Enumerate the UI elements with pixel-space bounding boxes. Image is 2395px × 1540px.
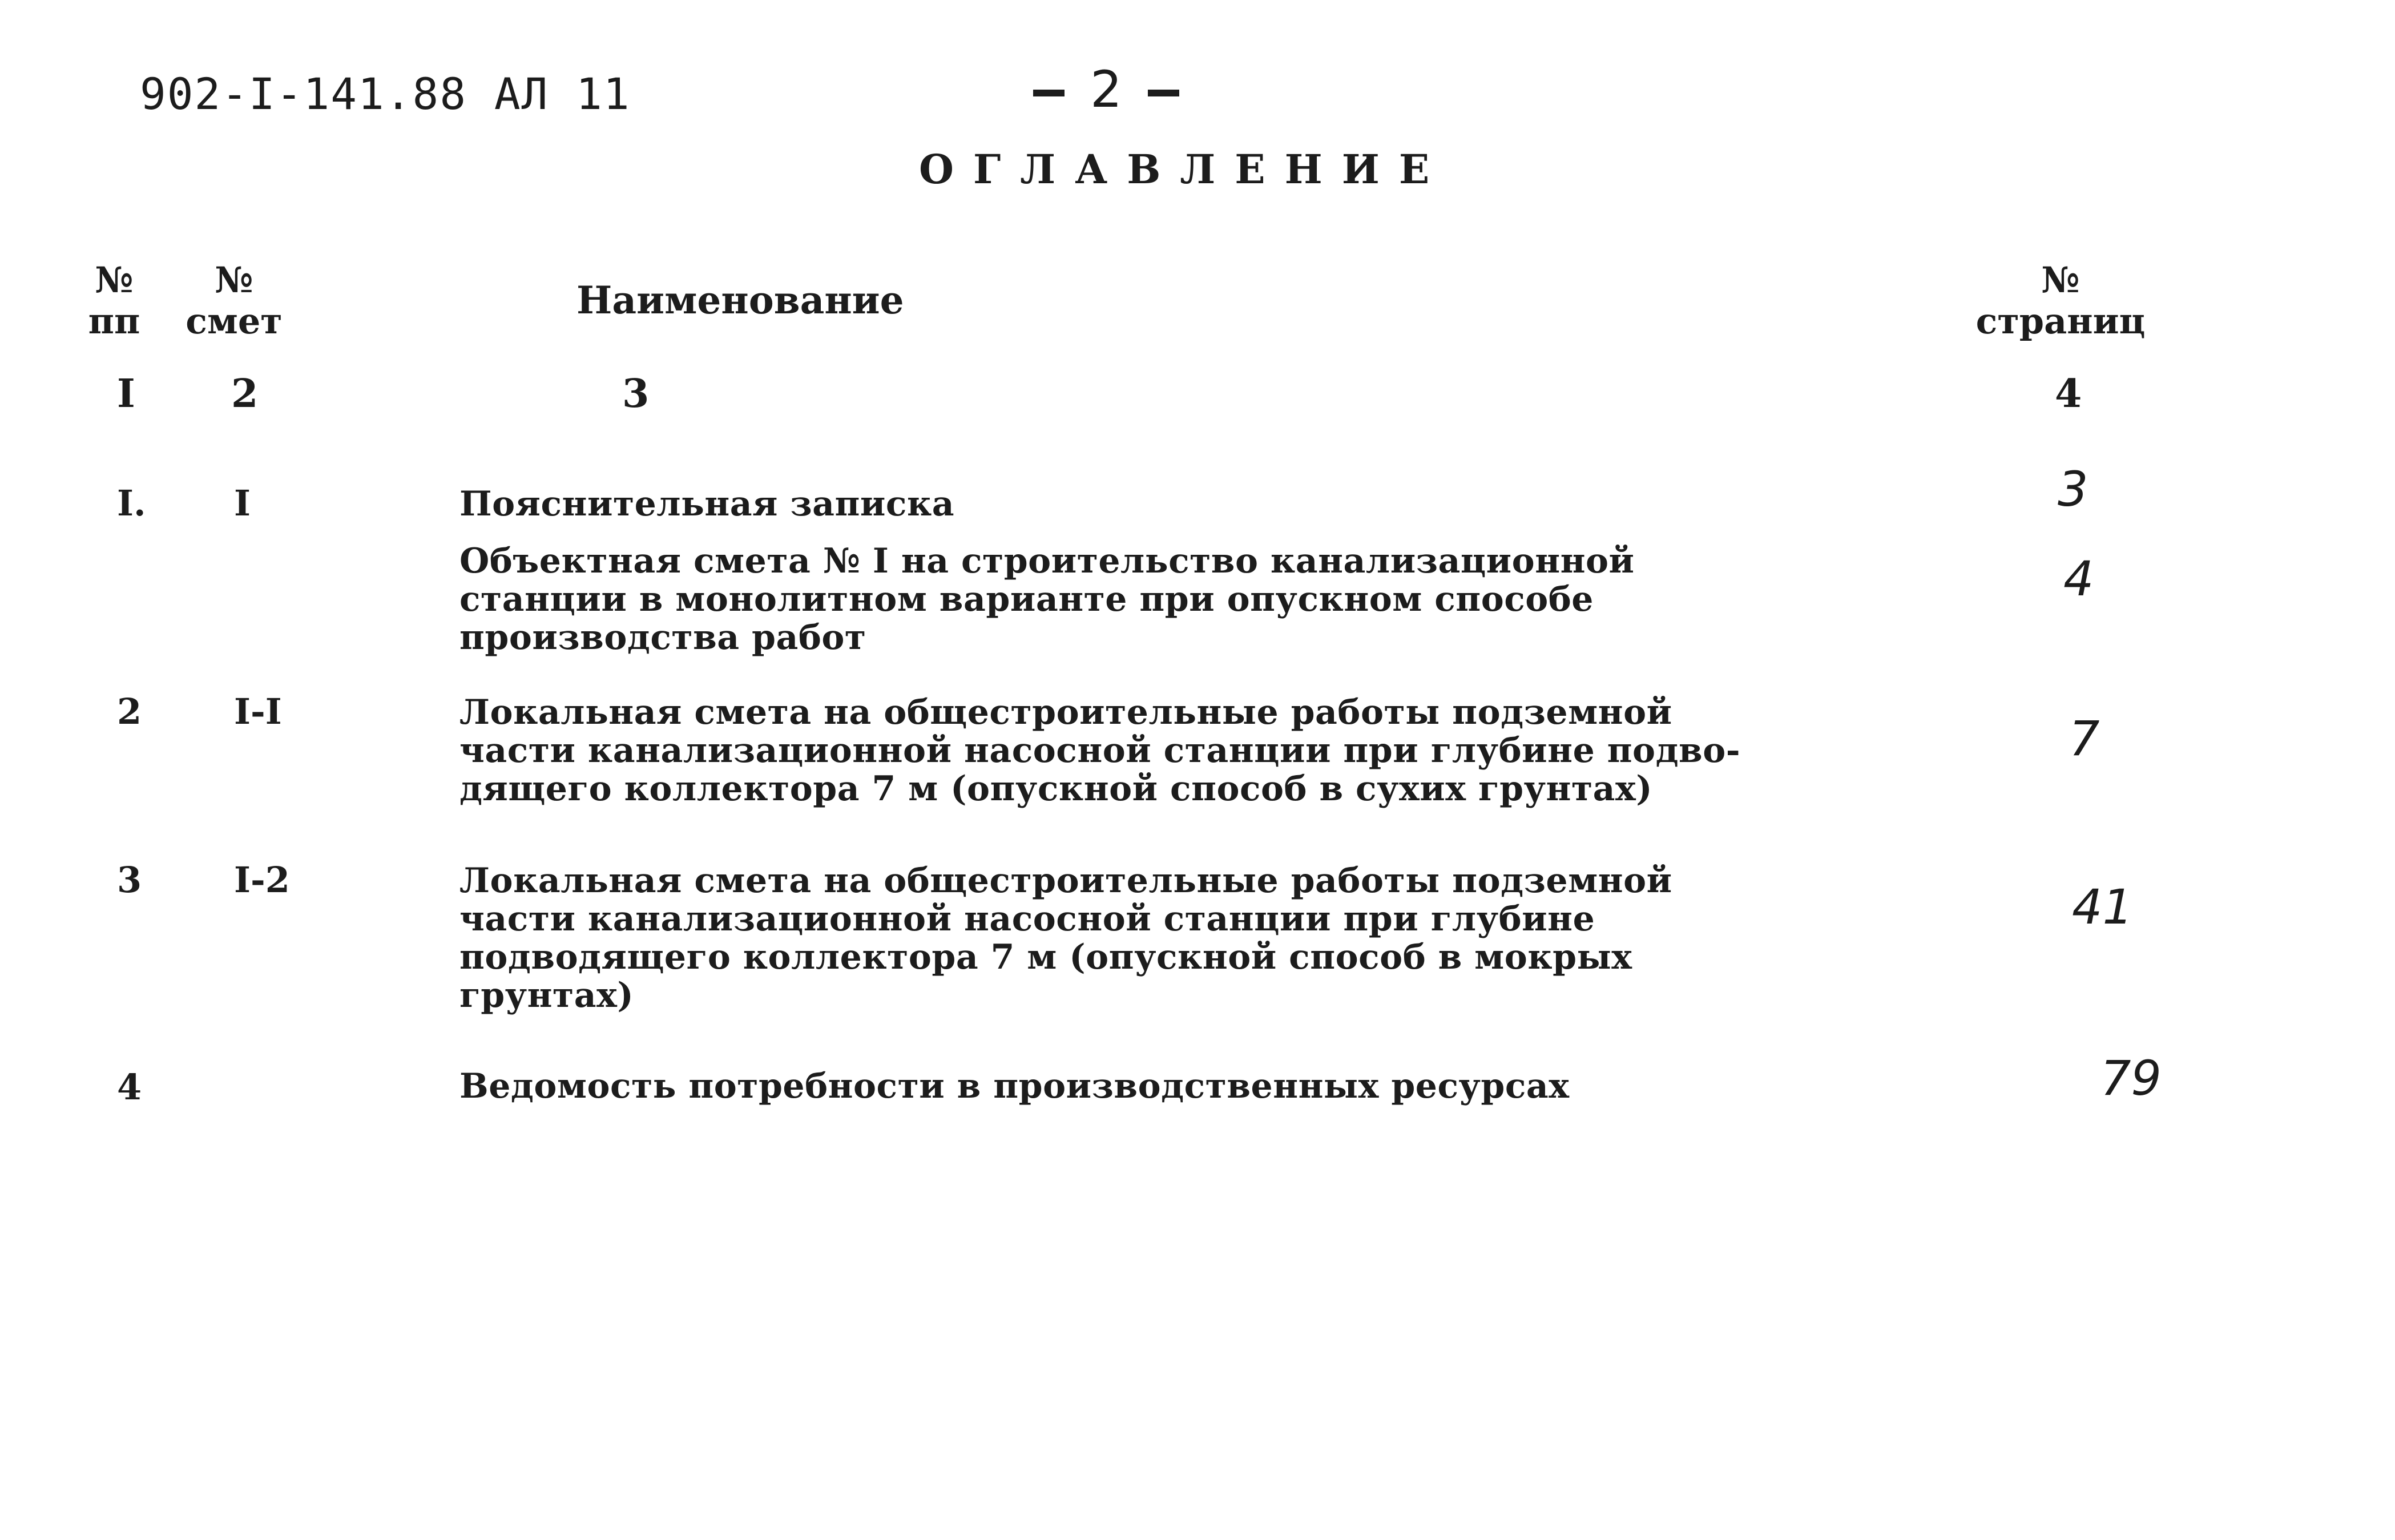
estimate-label: смет: [186, 300, 283, 342]
dash-right: [1148, 90, 1179, 96]
column-header-pages: [1975, 260, 2146, 342]
number-symbol: №: [95, 259, 134, 301]
row-2-page: 4: [2063, 551, 2094, 607]
row-2-name-line-3: производства работ: [459, 618, 866, 658]
estimate-symbol: №: [215, 259, 253, 301]
document-code: 902-I-141.88 АЛ 11: [140, 68, 631, 119]
row-2-name: [459, 542, 1635, 657]
page-number: 2: [1090, 60, 1122, 119]
row-4-name-line-2: части канализационной насосной станции при глубине: [459, 899, 1595, 939]
row-5-name-line-1: Ведомость потребности в производственных ресурсах: [459, 1066, 1570, 1106]
row-4-number: 3: [117, 859, 142, 901]
column-header-name: Наименование: [576, 278, 904, 322]
row-4-name-line-3: подводящего коллектора 7 м (опускной способ в мокрых: [459, 937, 1632, 977]
column-number-4: 4: [2055, 371, 2082, 417]
row-4-name: [459, 862, 1672, 1015]
pages-label: страниц: [1975, 300, 2146, 342]
row-4-name-line-4: грунтах): [459, 975, 634, 1015]
column-number-2: 2: [231, 371, 259, 417]
number-label: пп: [88, 300, 140, 342]
row-5-page: 79: [2100, 1050, 2162, 1106]
dash-left: [1033, 90, 1065, 96]
row-3-name-line-1: Локальная смета на общестроительные работы подземной: [459, 692, 1672, 732]
row-3-name: [459, 694, 1740, 808]
row-1-page: 3: [2058, 461, 2088, 517]
column-number-3: 3: [622, 371, 650, 417]
row-3-name-line-3: дящего коллектора 7 м (опускной способ в сухих грунтах): [459, 769, 1653, 809]
page-number-line: [1007, 60, 1205, 119]
row-3-name-line-2: части канализационной насосной станции при глубине подво-: [459, 731, 1741, 771]
row-4-estimate: I-2: [234, 859, 290, 901]
row-2-name-line-1: Объектная смета № I на строительство канализационной: [459, 541, 1635, 581]
column-header-estimate: [183, 260, 285, 342]
row-3-page: 7: [2069, 711, 2100, 767]
row-3-estimate: I-I: [234, 691, 282, 732]
row-1-name-line-1: Пояснительная записка: [459, 484, 955, 524]
row-4-name-line-1: Локальная смета на общестроительные работы подземной: [459, 861, 1672, 901]
column-number-1: I: [117, 371, 135, 417]
row-3-number: 2: [117, 691, 142, 732]
row-1-name: [459, 485, 954, 523]
toc-title: ОГЛАВЛЕНИЕ: [919, 146, 1449, 193]
row-1-number: I.: [117, 482, 146, 524]
row-1-estimate: I: [234, 482, 251, 524]
row-2-name-line-2: станции в монолитном варианте при опускном способе: [459, 579, 1594, 619]
row-4-page: 41: [2072, 879, 2133, 935]
row-5-name: [459, 1067, 1570, 1106]
row-5-number: 4: [117, 1066, 142, 1108]
column-header-number: [86, 260, 143, 342]
pages-symbol: №: [2041, 259, 2080, 301]
